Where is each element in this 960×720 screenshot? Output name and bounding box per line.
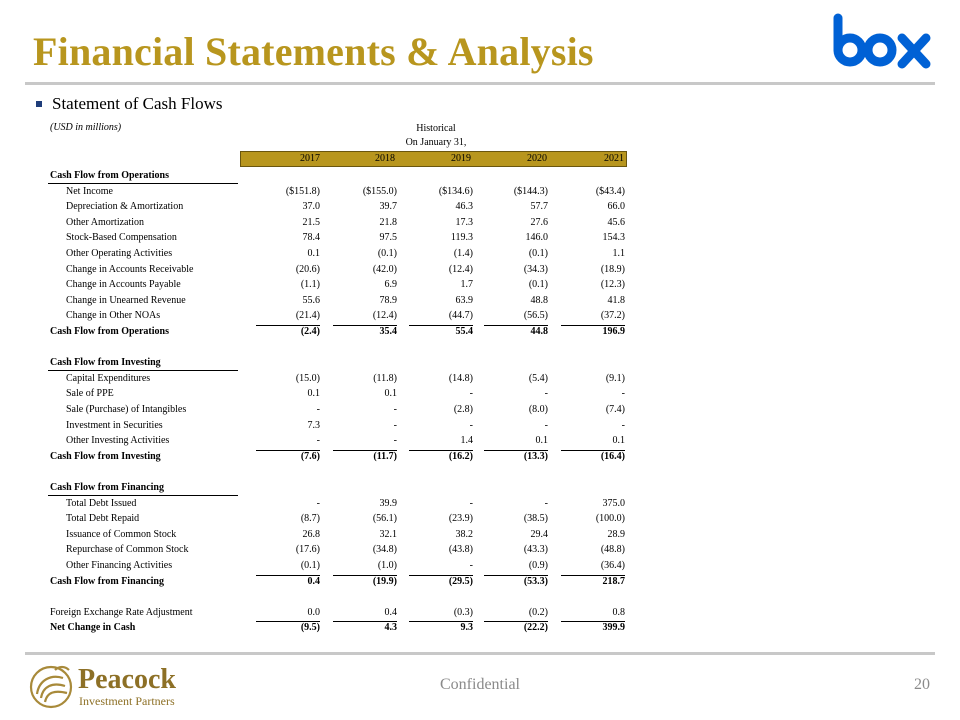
total-rule: [409, 621, 473, 622]
section-underline: [48, 183, 238, 184]
row-value: ($43.4): [595, 186, 625, 197]
table-row: [0, 217, 960, 232]
row-value: (16.2): [448, 451, 473, 462]
row-label: Cash Flow from Investing: [50, 451, 161, 462]
row-value: -: [621, 388, 625, 399]
year-header-bar: [240, 151, 627, 167]
row-value: 6.9: [384, 279, 397, 290]
row-value: (18.9): [600, 264, 625, 275]
table-row: [0, 186, 960, 201]
row-value: -: [469, 420, 473, 431]
row-value: (14.8): [448, 373, 473, 384]
row-value: 218.7: [602, 576, 625, 587]
section-underline: [48, 370, 238, 371]
row-label: Cash Flow from Investing: [50, 357, 161, 368]
box-logo: [830, 12, 936, 72]
row-value: 0.8: [612, 607, 625, 618]
row-value: (8.0): [528, 404, 548, 415]
row-value: -: [544, 388, 548, 399]
table-row: [0, 264, 960, 279]
row-value: (16.4): [600, 451, 625, 462]
row-value: (48.8): [600, 544, 625, 555]
row-value: 97.5: [379, 232, 397, 243]
row-value: (9.5): [300, 622, 320, 633]
row-value: (21.4): [295, 310, 320, 321]
total-rule: [561, 325, 625, 326]
row-value: (17.6): [295, 544, 320, 555]
total-rule: [484, 575, 548, 576]
row-label: Change in Accounts Receivable: [66, 264, 194, 275]
row-value: 46.3: [455, 201, 473, 212]
row-label: Net Change in Cash: [50, 622, 136, 633]
row-value: 45.6: [607, 217, 625, 228]
row-value: (5.4): [528, 373, 548, 384]
total-rule: [256, 621, 320, 622]
row-value: (56.1): [372, 513, 397, 524]
row-value: -: [544, 420, 548, 431]
row-value: (34.3): [523, 264, 548, 275]
row-label: Other Operating Activities: [66, 248, 173, 259]
row-value: (15.0): [295, 373, 320, 384]
row-label: Change in Other NOAs: [66, 310, 161, 321]
row-value: (36.4): [600, 560, 625, 571]
row-value: 78.4: [302, 232, 320, 243]
row-value: ($155.0): [362, 186, 397, 197]
row-label: Cash Flow from Financing: [50, 482, 164, 493]
total-rule: [484, 325, 548, 326]
row-value: 39.7: [379, 201, 397, 212]
row-label: Other Investing Activities: [66, 435, 170, 446]
row-value: 66.0: [607, 201, 625, 212]
table-row: [0, 295, 960, 310]
row-value: -: [393, 404, 397, 415]
row-value: 9.3: [460, 622, 473, 633]
row-value: (37.2): [600, 310, 625, 321]
row-value: 17.3: [455, 217, 473, 228]
row-value: -: [469, 560, 473, 571]
row-value: 21.5: [302, 217, 320, 228]
table-row: [0, 498, 960, 513]
total-rule: [484, 621, 548, 622]
row-value: (1.1): [300, 279, 320, 290]
total-rule: [561, 621, 625, 622]
header-divider: [25, 82, 935, 85]
spacer-row: [0, 466, 960, 481]
row-value: (12.4): [372, 310, 397, 321]
company-subtitle: Investment Partners: [79, 694, 175, 708]
page-number: 20: [914, 676, 930, 693]
row-value: -: [393, 420, 397, 431]
row-label: Change in Accounts Payable: [66, 279, 181, 290]
year-header: 2018: [375, 153, 395, 164]
row-value: 55.4: [455, 326, 473, 337]
spacer-row: [0, 342, 960, 357]
row-label: Cash Flow from Operations: [50, 170, 169, 181]
year-header: 2021: [604, 153, 624, 164]
row-value: (9.1): [605, 373, 625, 384]
row-value: 375.0: [602, 498, 625, 509]
row-value: 0.1: [307, 388, 320, 399]
row-label: Repurchase of Common Stock: [66, 544, 189, 555]
total-rule: [256, 575, 320, 576]
row-value: (7.4): [605, 404, 625, 415]
row-label: Investment in Securities: [66, 420, 163, 431]
units-label: (USD in millions): [50, 122, 122, 133]
row-value: 28.9: [607, 529, 625, 540]
row-label: Issuance of Common Stock: [66, 529, 177, 540]
row-value: -: [544, 498, 548, 509]
row-value: (44.7): [448, 310, 473, 321]
row-label: Total Debt Repaid: [66, 513, 140, 524]
row-value: (0.1): [377, 248, 397, 259]
row-value: 48.8: [530, 295, 548, 306]
row-value: (0.1): [528, 279, 548, 290]
total-rule: [409, 575, 473, 576]
total-rule: [333, 621, 397, 622]
row-value: 196.9: [602, 326, 625, 337]
table-row: [0, 560, 960, 575]
total-rule: [409, 450, 473, 451]
row-value: (1.0): [377, 560, 397, 571]
row-value: (1.4): [453, 248, 473, 259]
row-value: (11.7): [373, 451, 397, 462]
table-row: [0, 279, 960, 294]
row-value: -: [316, 404, 320, 415]
table-row: [0, 529, 960, 544]
row-value: 1.4: [460, 435, 473, 446]
row-value: ($151.8): [285, 186, 320, 197]
section-underline: [48, 495, 238, 496]
table-row: [0, 435, 960, 450]
row-value: 39.9: [379, 498, 397, 509]
total-row: [0, 326, 960, 341]
row-value: (0.1): [300, 560, 320, 571]
bullet-item: [36, 94, 222, 114]
row-label: Net Income: [66, 186, 113, 197]
row-value: (2.4): [300, 326, 320, 337]
year-header: 2019: [451, 153, 471, 164]
row-label: Other Financing Activities: [66, 560, 173, 571]
table-row: [0, 544, 960, 559]
row-value: (12.3): [600, 279, 625, 290]
row-value: (12.4): [448, 264, 473, 275]
total-rule: [333, 450, 397, 451]
row-value: (22.2): [523, 622, 548, 633]
total-rule: [333, 325, 397, 326]
table-row: [0, 513, 960, 528]
row-value: (20.6): [295, 264, 320, 275]
row-value: (56.5): [523, 310, 548, 321]
row-label: Total Debt Issued: [66, 498, 137, 509]
row-value: (0.1): [528, 248, 548, 259]
row-value: (38.5): [523, 513, 548, 524]
row-value: (2.8): [453, 404, 473, 415]
row-label: Change in Unearned Revenue: [66, 295, 186, 306]
row-value: 0.1: [535, 435, 548, 446]
row-value: (7.6): [300, 451, 320, 462]
row-value: 26.8: [302, 529, 320, 540]
footer-divider: [25, 652, 935, 655]
total-rule: [333, 575, 397, 576]
total-row: [0, 622, 960, 637]
row-label: Capital Expenditures: [66, 373, 151, 384]
row-value: 32.1: [379, 529, 397, 540]
row-value: 38.2: [455, 529, 473, 540]
row-value: 37.0: [302, 201, 320, 212]
row-value: (19.9): [372, 576, 397, 587]
confidential-label: Confidential: [440, 676, 520, 693]
row-value: (42.0): [372, 264, 397, 275]
row-value: 0.1: [384, 388, 397, 399]
row-value: (0.9): [528, 560, 548, 571]
company-name: Peacock: [78, 664, 176, 695]
row-value: (53.3): [523, 576, 548, 587]
table-row: [0, 607, 960, 622]
row-value: 55.6: [302, 295, 320, 306]
row-value: 4.3: [384, 622, 397, 633]
row-value: -: [469, 388, 473, 399]
total-rule: [256, 450, 320, 451]
bullet-icon: [36, 101, 42, 107]
row-label: Stock-Based Compensation: [66, 232, 177, 243]
row-value: 0.4: [384, 607, 397, 618]
total-rule: [409, 325, 473, 326]
row-value: -: [316, 435, 320, 446]
row-value: (0.3): [453, 607, 473, 618]
row-label: Other Amortization: [66, 217, 145, 228]
table-row: [0, 420, 960, 435]
total-rule: [561, 575, 625, 576]
row-value: 27.6: [530, 217, 548, 228]
row-label: Cash Flow from Financing: [50, 576, 164, 587]
spacer-row: [0, 591, 960, 606]
row-value: (8.7): [300, 513, 320, 524]
row-value: 44.8: [530, 326, 548, 337]
row-value: (11.8): [373, 373, 397, 384]
year-header: 2020: [527, 153, 547, 164]
row-value: 399.9: [602, 622, 625, 633]
row-label: Foreign Exchange Rate Adjustment: [50, 607, 193, 618]
table-row: [0, 232, 960, 247]
row-value: 0.0: [307, 607, 320, 618]
table-row: [0, 248, 960, 263]
row-value: (43.3): [523, 544, 548, 555]
row-value: 1.1: [612, 248, 625, 259]
total-rule: [484, 450, 548, 451]
row-value: -: [469, 498, 473, 509]
row-value: 63.9: [455, 295, 473, 306]
table-row: [0, 201, 960, 216]
row-value: -: [393, 435, 397, 446]
period-label-date: On January 31,: [405, 137, 467, 148]
total-rule: [256, 325, 320, 326]
row-value: ($144.3): [513, 186, 548, 197]
period-header: [380, 122, 492, 150]
row-value: 0.1: [612, 435, 625, 446]
row-value: ($134.6): [438, 186, 473, 197]
row-value: 0.4: [307, 576, 320, 587]
row-value: 0.1: [307, 248, 320, 259]
row-value: 29.4: [530, 529, 548, 540]
bullet-text: Statement of Cash Flows: [52, 94, 223, 113]
row-label: Sale of PPE: [66, 388, 114, 399]
table-row: [0, 310, 960, 325]
total-row: [0, 451, 960, 466]
row-value: (34.8): [372, 544, 397, 555]
row-value: (13.3): [523, 451, 548, 462]
row-value: -: [316, 498, 320, 509]
slide-title: Financial Statements & Analysis: [33, 29, 594, 74]
row-label: Depreciation & Amortization: [66, 201, 184, 212]
row-value: 1.7: [460, 279, 473, 290]
year-header: 2017: [300, 153, 320, 164]
row-value: 119.3: [450, 232, 473, 243]
table-row: [0, 388, 960, 403]
row-value: -: [621, 420, 625, 431]
period-label-historical: Historical: [416, 123, 456, 134]
row-value: 78.9: [379, 295, 397, 306]
row-value: 21.8: [379, 217, 397, 228]
table-row: [0, 404, 960, 419]
row-value: 57.7: [530, 201, 548, 212]
row-value: (23.9): [448, 513, 473, 524]
row-label: Cash Flow from Operations: [50, 326, 169, 337]
row-value: 146.0: [525, 232, 548, 243]
row-value: 154.3: [602, 232, 625, 243]
row-value: (100.0): [595, 513, 625, 524]
row-value: 35.4: [379, 326, 397, 337]
row-label: Sale (Purchase) of Intangibles: [66, 404, 187, 415]
row-value: 41.8: [607, 295, 625, 306]
row-value: (29.5): [448, 576, 473, 587]
table-row: [0, 373, 960, 388]
total-rule: [561, 450, 625, 451]
total-row: [0, 576, 960, 591]
row-value: (0.2): [528, 607, 548, 618]
row-value: 7.3: [307, 420, 320, 431]
row-value: (43.8): [448, 544, 473, 555]
